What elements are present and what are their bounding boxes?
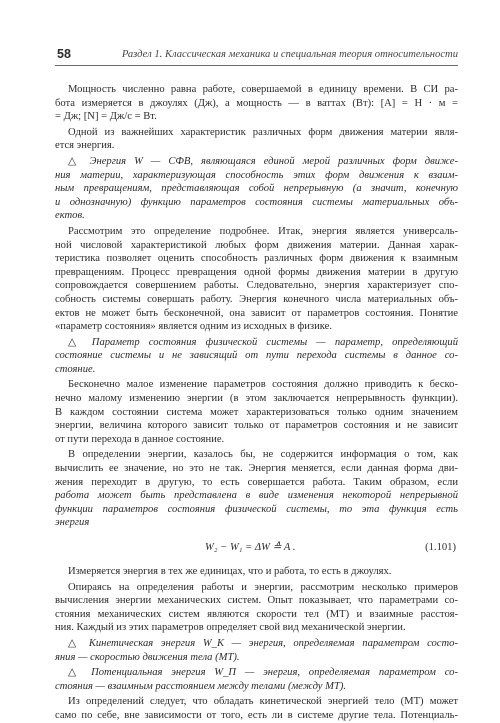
text-line: Опираясь на определения работы и энергии, рассмотрим несколько примеров [68, 581, 458, 593]
text-line: жения переходит в другую, то есть совершается работа. Таким образом, если [55, 476, 458, 488]
text-block-after-formula [55, 565, 458, 723]
text-line: ектов. [55, 210, 85, 222]
text-line: теристика позволяет оценить способность различных форм движения к взаимным [55, 253, 458, 265]
text-line: Бесконечно малое изменение параметров состояния должно приводить к беско- [68, 379, 458, 391]
text-line: нечно малому изменению энергии (в этом заключается непрерывность функции). [55, 393, 458, 405]
page-body [55, 83, 458, 723]
text-line: яния — скоростью движения тела (МТ). [55, 651, 240, 663]
text-line: ется энергия. [55, 140, 115, 152]
page-header [55, 43, 458, 66]
text-line: состояние системы и не зависящий от пути перехода системы в данное со- [55, 350, 458, 362]
text-line: △ Энергия W — СФВ, являющаяся единой мерой различных форм движе- [68, 155, 458, 167]
text-line: «параметр состояния» является одним из исходных в физике. [55, 321, 333, 333]
equation-1-101 [55, 533, 458, 563]
text-line: ния материи, характеризующая способность этих форм движения к взаим- [55, 169, 458, 181]
text-line: энергии, величина которого зависит только от параметров состояния и не зависит [55, 420, 458, 432]
text-line: сопровождается совершением работы. Следовательно, энергия характеризует спо- [55, 280, 458, 292]
text-line: стояния механических систем являются скорости тел (МТ) и взаимные расстоя- [55, 608, 458, 620]
equation-number: (1.101) [425, 542, 456, 553]
text-line: △ Потенциальная энергия W_П — энергия, определяемая параметром со- [68, 667, 458, 679]
text-line: Из определений следует, что обладать кинетической энергией тело (МТ) может [68, 696, 458, 708]
text-line: ной числовой характеристикой любых форм движения материи. Данная харак- [55, 239, 458, 251]
text-line: и однозначную) функцию параметров состояния системы материальных объ- [55, 196, 458, 208]
text-line: ния. Каждый из этих параметров определяет свой вид механической энергии. [55, 622, 406, 634]
text-line: вычисления энергии механических систем. Опыт показывает, что параметрами со- [55, 595, 458, 607]
text-line: Одной из важнейших характеристик различных форм движения материи явля- [68, 126, 458, 138]
text-line: △ Кинетическая энергия W_K — энергия, определяемая параметром состо- [68, 637, 458, 649]
text-line: работа может быть представлена в виде изменения некоторой непрерывной [55, 490, 458, 502]
text-line: собность системы совершать работу. Энергия конечного числа материальных объ- [55, 293, 458, 305]
text-line: бота измеряется в джоулях (Дж), а мощность — в ваттах (Вт): [A] = Н · м = [55, 97, 458, 109]
text-line: превращениям. Процесс превращения одной формы движения материи в другую [55, 266, 458, 278]
text-line: △ Параметр состояния физической системы — параметр, определяющий [68, 336, 458, 348]
text-line: энергия [55, 517, 90, 529]
text-line: само по себе, вне зависимости от того, есть ли в системе другие тела. Потенциаль- [55, 709, 458, 721]
text-line: Рассмотрим это определение подробнее. Итак, энергия является универсаль- [68, 225, 458, 237]
text-block-before-formula [55, 83, 458, 530]
equation-expression: W₂ − W₁ = ΔW ≙ A . [205, 542, 296, 553]
text-line: В каждом состоянии система может характеризоваться только одним значением [55, 406, 458, 418]
text-line: В определении энергии, казалось бы, не содержится информация о том, как [68, 449, 458, 461]
text-line: ектов не может быть бесконечной, она зависит от параметров состояния. Понятие [55, 307, 458, 319]
text-line: ным превращениям, представляющая собой непрерывную (а значит, конечную [55, 183, 458, 195]
text-line: = Дж; [N] = Дж/с = Вт. [55, 111, 157, 123]
text-line: от пути перехода в данное состояние. [55, 433, 225, 445]
text-line: Измеряется энергия в тех же единицах, что и работа, то есть в джоулях. [68, 566, 392, 577]
page-number: 58 [57, 47, 71, 61]
text-line: функции параметров состояния физической системы, то эта функция есть [55, 503, 458, 515]
text-line: вычислить ее значение, но это не так. Энергия меняется, если данная форма дви- [55, 463, 458, 475]
text-line: Мощность численно равна работе, совершаемой в единицу времени. В СИ ра- [68, 84, 458, 95]
text-line: стояния — взаимным расстоянием между телами (между МТ). [55, 680, 347, 692]
text-line: стояние. [55, 363, 96, 375]
running-head: Раздел 1. Классическая механика и специальная теория относительности [121, 49, 458, 60]
